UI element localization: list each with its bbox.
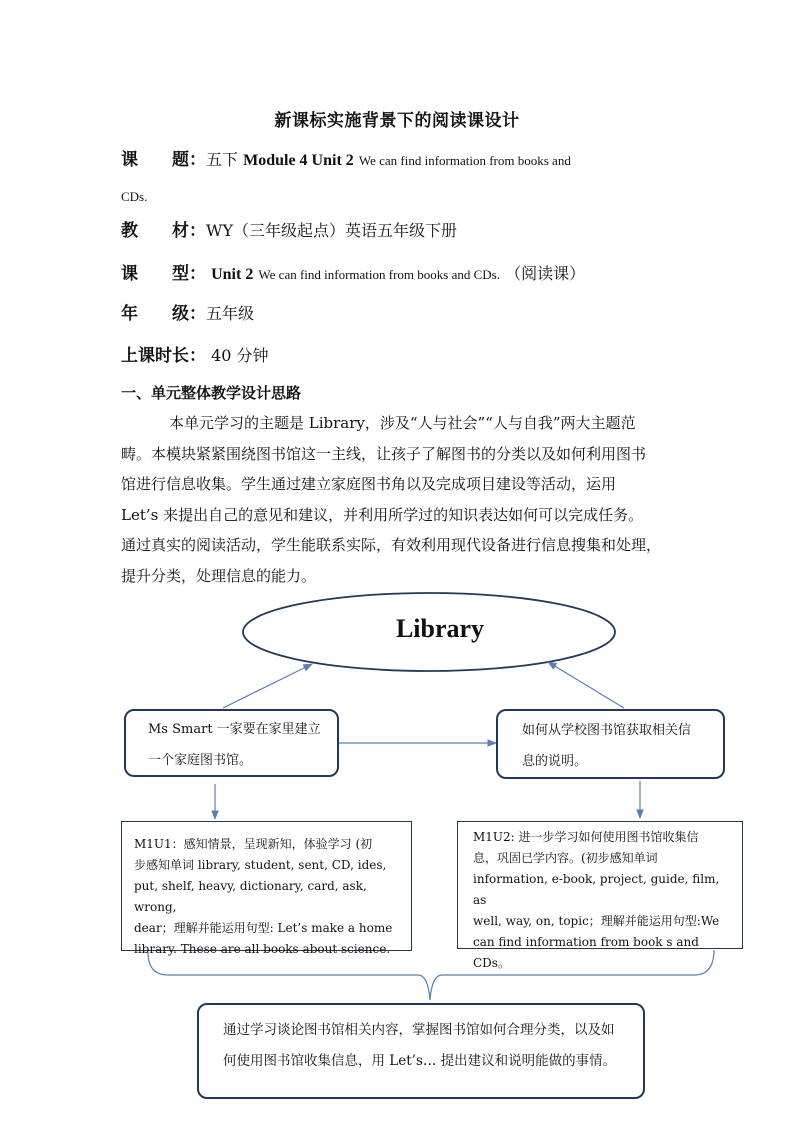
box-line: M1U1：感知情景，呈现新知，体验学习 (初 bbox=[134, 837, 373, 851]
family-library-box bbox=[124, 709, 339, 777]
duration-value: 40 分钟 bbox=[211, 346, 269, 365]
box-line: put, shelf, heavy, dictionary, card, ask, wrong, bbox=[134, 879, 367, 914]
box-line: library. These are all books about science. bbox=[134, 942, 391, 956]
box-line: well, way, on, topic；理解并能运用句型:We bbox=[473, 914, 720, 928]
box-line: dear；理解并能运用句型: Let’s make a home bbox=[134, 921, 393, 935]
topic-label: 课 题： bbox=[121, 150, 206, 170]
grade-value: 五年级 bbox=[206, 304, 255, 323]
summary-box bbox=[197, 1003, 645, 1099]
arrow-left-to-library bbox=[223, 664, 312, 708]
box-line: 何使用图书馆收集信息，用 Let’s… 提出建议和说明能做的事情。 bbox=[223, 1053, 617, 1069]
box-line: 通过学习谈论图书馆相关内容，掌握图书馆如何合理分类，以及如 bbox=[223, 1022, 615, 1038]
section-heading: 一、单元整体教学设计思路 bbox=[121, 384, 302, 402]
topic-en: We can find information from books and bbox=[358, 153, 571, 168]
box-line: can find information from book s and CDs。 bbox=[473, 935, 699, 970]
textbook-value: WY（三年级起点）英语五年级下册 bbox=[206, 221, 458, 240]
para-line: 通过真实的阅读活动，学生能联系实际，有效利用现代设备进行信息搜集和处理， bbox=[121, 536, 662, 554]
box-line: 如何从学校图书馆获取相关信 bbox=[522, 723, 692, 738]
grade-label: 年 级： bbox=[121, 304, 206, 324]
para-line: 馆进行信息收集。学生通过建立家庭图书角以及完成项目建设等活动，运用 bbox=[121, 475, 617, 493]
m1u2-box bbox=[457, 821, 743, 970]
document-title: 新课标实施背景下的阅读课设计 bbox=[274, 111, 520, 131]
arrow-right-to-library bbox=[548, 662, 624, 708]
box-line: 一个家庭图书馆。 bbox=[148, 753, 253, 768]
m1u1-box bbox=[121, 821, 412, 956]
box-line: 息的说明。 bbox=[522, 754, 588, 769]
type-label: 课 型： bbox=[121, 264, 206, 284]
para-line: 提升分类，处理信息的能力。 bbox=[121, 566, 317, 585]
type-en: We can find information from books and CDs. bbox=[258, 267, 500, 282]
topic-cn: 五下 bbox=[206, 150, 239, 169]
box-line: information, e-book, project, guide, film, as bbox=[473, 872, 720, 907]
box-line: 息，巩固已学内容。(初步感知单词 bbox=[473, 851, 658, 865]
type-kind: （阅读课） bbox=[505, 264, 586, 283]
duration-label: 上课时长： bbox=[121, 346, 206, 366]
box-line: 步感知单词 library, student, sent, CD, ides, bbox=[134, 858, 387, 872]
topic-en-cont: CDs. bbox=[121, 189, 148, 204]
box-line: M1U2: 进一步学习如何使用图书馆收集信 bbox=[473, 830, 699, 844]
para-line: 畴。本模块紧紧围绕图书馆这一主线，让孩子了解图书的分类以及如何利用图书 bbox=[121, 444, 647, 463]
para-line: Let’s 来提出自己的意见和建议，并利用所学过的知识表达如何可以完成任务。 bbox=[121, 505, 644, 524]
textbook-label: 教 材： bbox=[121, 221, 206, 241]
box-line: Ms Smart 一家要在家里建立 bbox=[148, 722, 321, 737]
library-label: Library bbox=[395, 614, 485, 643]
school-library-box bbox=[496, 709, 725, 779]
topic-module: Module 4 Unit 2 bbox=[243, 152, 354, 169]
type-unit: Unit 2 bbox=[211, 266, 254, 283]
para-line: 本单元学习的主题是 Library，涉及“人与社会”“人与自我”两大主题范 bbox=[169, 414, 636, 432]
